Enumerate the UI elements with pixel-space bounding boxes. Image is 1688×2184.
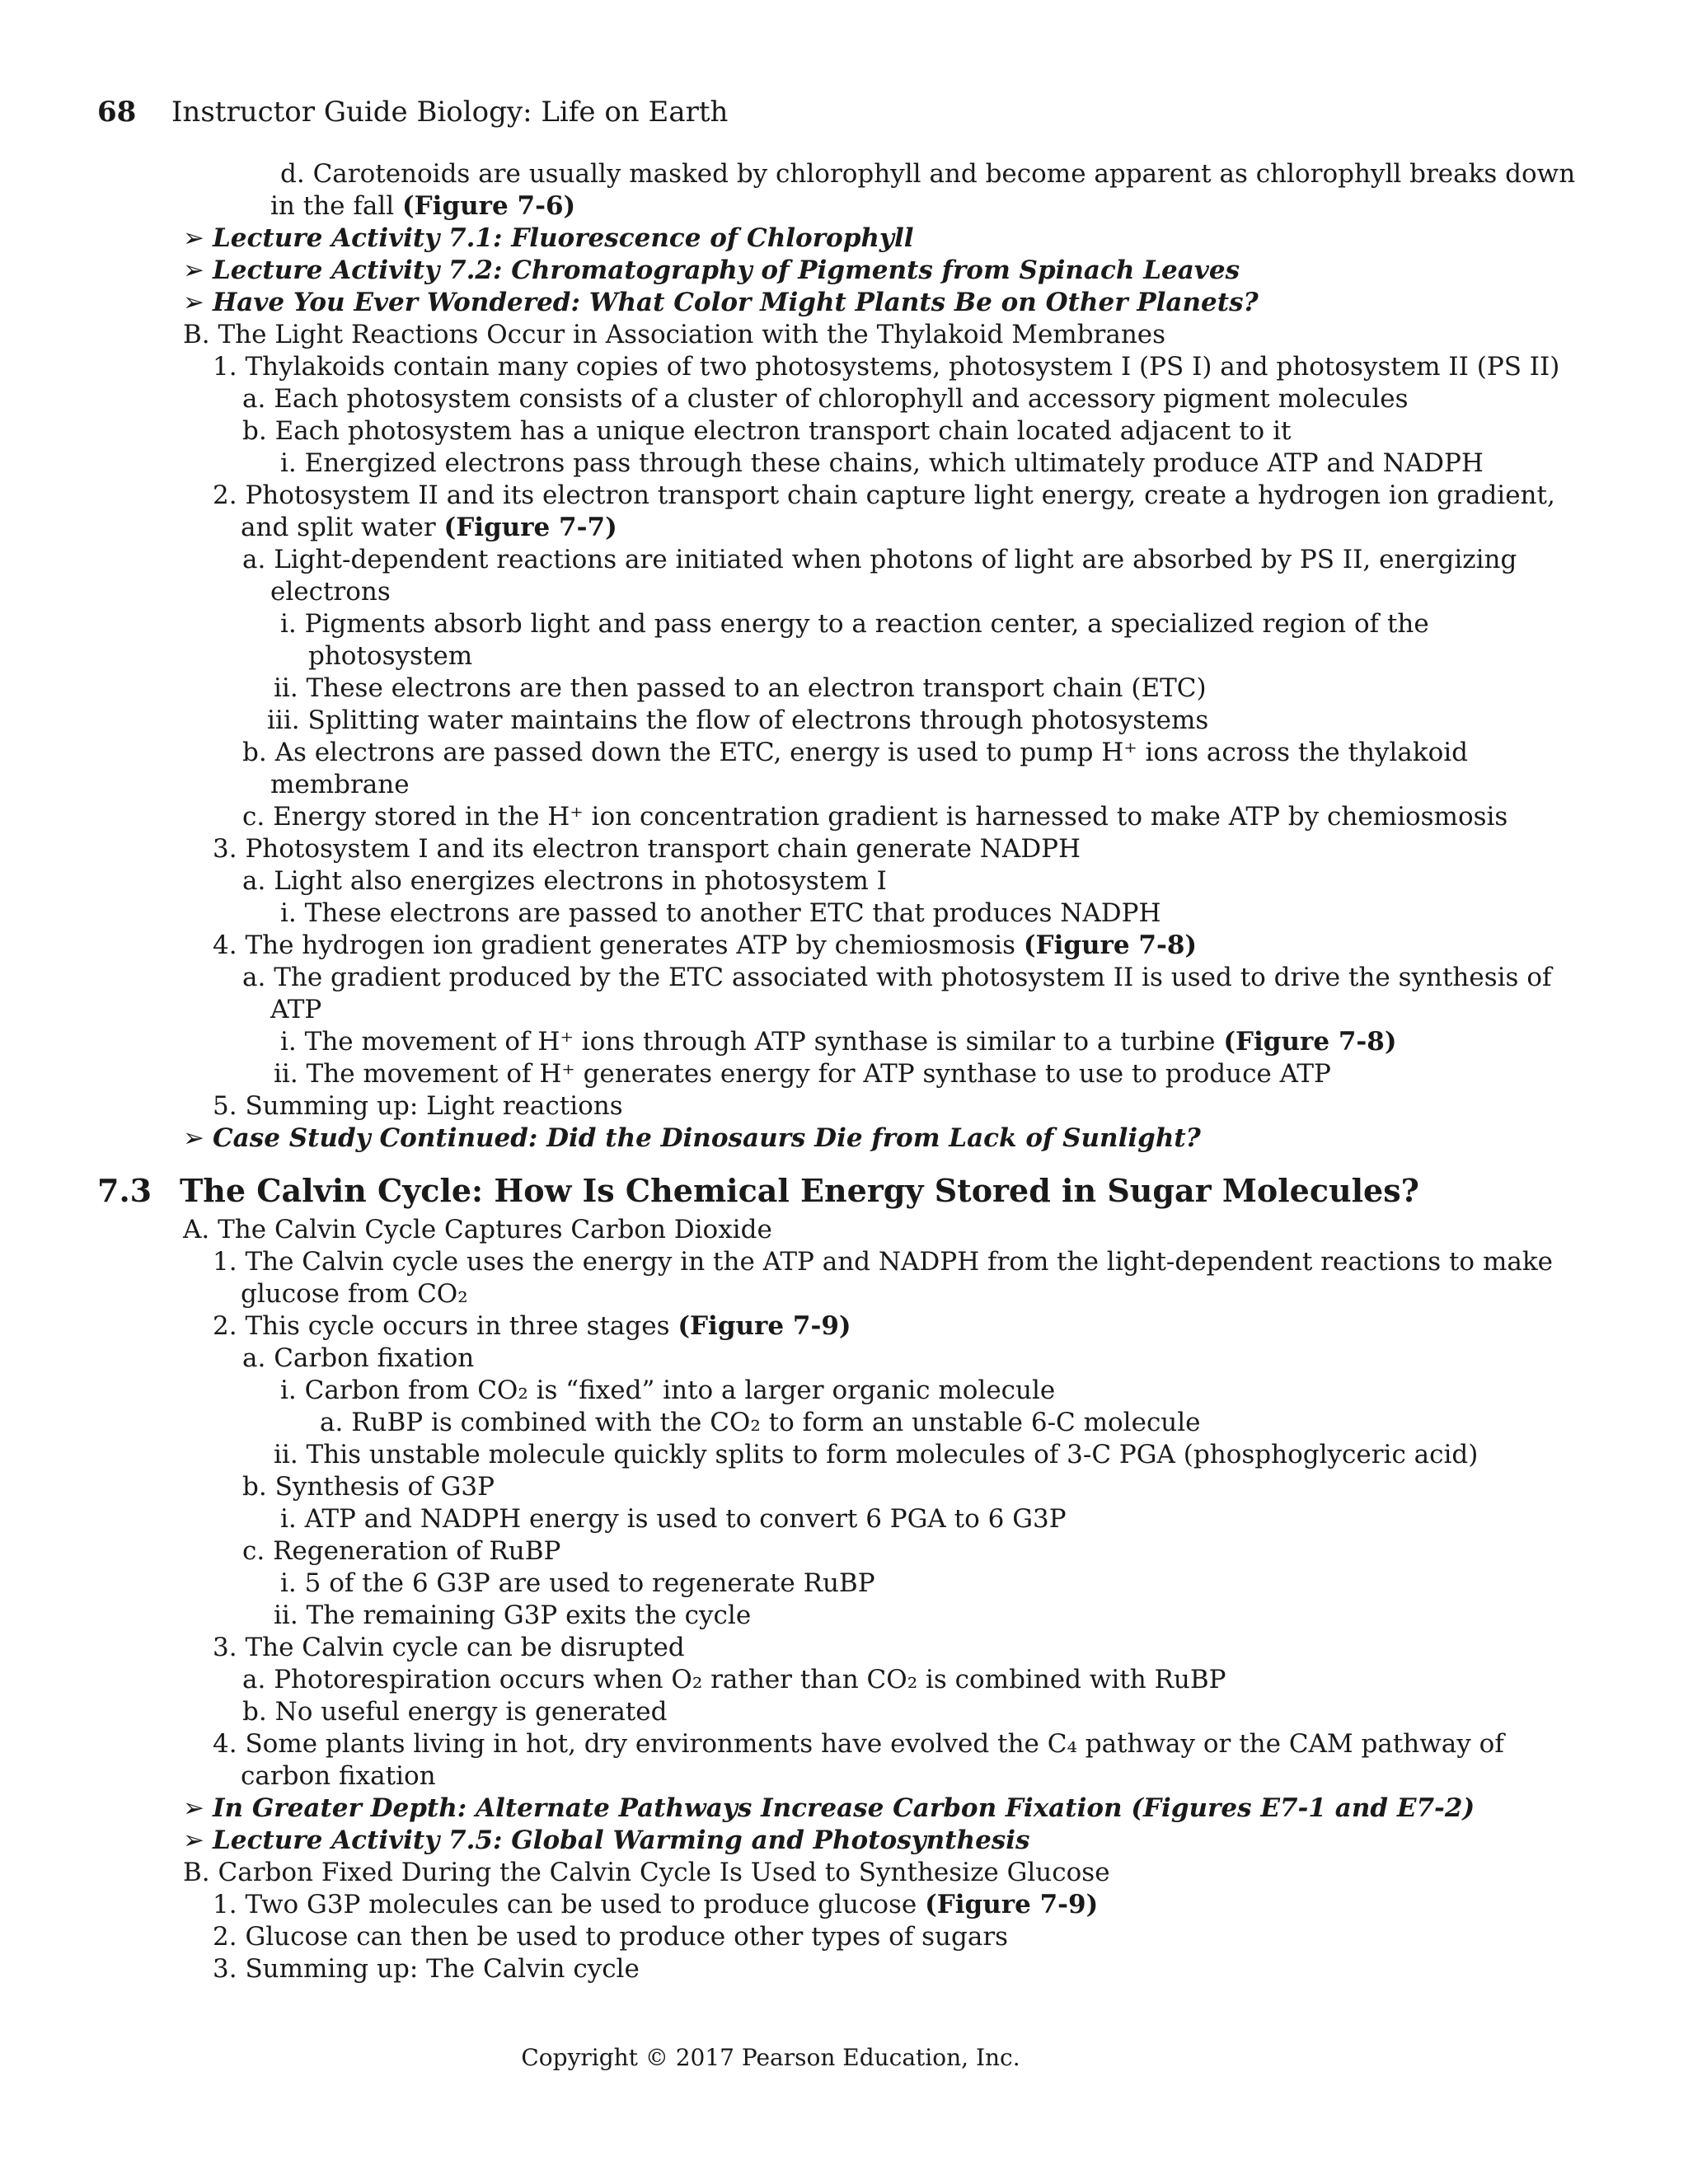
outline-line: membrane <box>270 770 410 799</box>
case-study-link[interactable]: ➢ Case Study Continued: Did the Dinosaurs Die from Lack of Sunlight? <box>183 1123 1201 1153</box>
page-number: 68 <box>97 96 137 129</box>
outline-line: 1. The Calvin cycle uses the energy in the ATP and NADPH from the light-dependent reactions to make <box>213 1247 1553 1277</box>
outline-line: ii. The remaining G3P exits the cycle <box>274 1601 752 1630</box>
outline-line: in the fall (Figure 7-6) <box>270 191 576 221</box>
outline-line: i. These electrons are passed to another ETC that produces NADPH <box>280 898 1161 928</box>
outline-line: a. RuBP is combined with the CO₂ to form an unstable 6-C molecule <box>320 1408 1201 1437</box>
outline-line: i. Energized electrons pass through these chains, which ultimately produce ATP and NADPH <box>280 448 1484 478</box>
section-number: 7.3 <box>97 1172 152 1209</box>
outline-line: i. 5 of the 6 G3P are used to regenerate RuBP <box>280 1568 875 1598</box>
outline-line: i. The movement of H⁺ ions through ATP synthase is similar to a turbine (Figure 7-8) <box>280 1027 1397 1057</box>
outline-line: c. Energy stored in the H⁺ ion concentration gradient is harnessed to make ATP by chemiosmosis <box>242 802 1508 832</box>
outline-line: 2. This cycle occurs in three stages (Figure 7-9) <box>213 1311 851 1341</box>
outline-line: a. Each photosystem consists of a cluster of chlorophyll and accessory pigment molecules <box>242 384 1409 414</box>
arrow-bullet-icon: ➢ <box>183 1123 204 1153</box>
outline-line: b. Each photosystem has a unique electron transport chain located adjacent to it <box>242 416 1292 446</box>
outline-line: and split water (Figure 7-7) <box>241 513 617 542</box>
outline-line: 1. Two G3P molecules can be used to produce glucose (Figure 7-9) <box>213 1890 1099 1919</box>
lecture-activity-link[interactable]: ➢ Lecture Activity 7.2: Chromatography of Pigments from Spinach Leaves <box>183 255 1240 285</box>
outline-line: a. Carbon fixation <box>242 1343 475 1373</box>
in-greater-depth-link[interactable]: ➢ In Greater Depth: Alternate Pathways Increase Carbon Fixation (Figures E7-1 and E7-2) <box>183 1793 1475 1823</box>
outline-line: glucose from CO₂ <box>241 1279 468 1309</box>
outline-line: 5. Summing up: Light reactions <box>213 1091 623 1121</box>
outline-line: i. Carbon from CO₂ is “fixed” into a larger organic molecule <box>280 1376 1056 1405</box>
outline-line: i. ATP and NADPH energy is used to convert 6 PGA to 6 G3P <box>280 1504 1067 1534</box>
arrow-bullet-icon: ➢ <box>183 255 204 285</box>
section-title: The Calvin Cycle: How Is Chemical Energy Stored in Sugar Molecules? <box>180 1172 1419 1209</box>
lecture-activity-link[interactable]: ➢ Lecture Activity 7.1: Fluorescence of Chlorophyll <box>183 223 914 253</box>
outline-line: electrons <box>270 577 391 607</box>
outline-line: 3. Photosystem I and its electron transport chain generate NADPH <box>213 834 1081 864</box>
arrow-bullet-icon: ➢ <box>183 288 204 317</box>
outline-line: ATP <box>270 995 322 1024</box>
outline-line: c. Regeneration of RuBP <box>242 1536 561 1566</box>
outline-line: a. Light also energizes electrons in photosystem I <box>242 866 887 896</box>
outline-line: i. Pigments absorb light and pass energy to a reaction center, a specialized region of the <box>280 609 1429 639</box>
lecture-activity-link[interactable]: ➢ Lecture Activity 7.5: Global Warming and Photosynthesis <box>183 1825 1030 1855</box>
outline-line: 2. Photosystem II and its electron transport chain capture light energy, create a hydrogen ion gradient, <box>213 480 1555 510</box>
feature-link[interactable]: ➢ Have You Ever Wondered: What Color Might Plants Be on Other Planets? <box>183 288 1259 317</box>
outline-line: ii. These electrons are then passed to an electron transport chain (ETC) <box>274 673 1207 703</box>
outline-line: 1. Thylakoids contain many copies of two photosystems, photosystem I (PS I) and photosystem II (PS II) <box>213 352 1560 382</box>
copyright-footer: Copyright © 2017 Pearson Education, Inc. <box>521 2044 1020 2071</box>
outline-line: 3. Summing up: The Calvin cycle <box>213 1954 640 1984</box>
outline-line: d. Carotenoids are usually masked by chlorophyll and become apparent as chlorophyll breaks down <box>280 159 1576 189</box>
outline-line: a. The gradient produced by the ETC associated with photosystem II is used to drive the synthesis of <box>242 963 1552 992</box>
arrow-bullet-icon: ➢ <box>183 1825 204 1855</box>
outline-line: 4. The hydrogen ion gradient generates ATP by chemiosmosis (Figure 7-8) <box>213 930 1198 960</box>
arrow-bullet-icon: ➢ <box>183 1793 204 1823</box>
outline-line: ii. This unstable molecule quickly splits to form molecules of 3-C PGA (phosphoglyceric acid) <box>274 1440 1479 1469</box>
outline-line: b. No useful energy is generated <box>242 1697 668 1727</box>
outline-line: a. Photorespiration occurs when O₂ rather than CO₂ is combined with RuBP <box>242 1665 1226 1694</box>
outline-line: a. Light-dependent reactions are initiated when photons of light are absorbed by PS II, energizing <box>242 545 1517 574</box>
arrow-bullet-icon: ➢ <box>183 223 204 253</box>
outline-line: iii. Splitting water maintains the flow of electrons through photosystems <box>267 705 1209 735</box>
outline-line: b. As electrons are passed down the ETC, energy is used to pump H⁺ ions across the thylakoid <box>242 738 1469 767</box>
outline-line: photosystem <box>308 641 473 671</box>
outline-heading: A. The Calvin Cycle Captures Carbon Dioxide <box>183 1215 772 1244</box>
outline-line: 4. Some plants living in hot, dry environments have evolved the C₄ pathway or the CAM pathway of <box>213 1729 1504 1759</box>
outline-heading: B. Carbon Fixed During the Calvin Cycle Is Used to Synthesize Glucose <box>183 1858 1110 1887</box>
outline-line: 3. The Calvin cycle can be disrupted <box>213 1633 685 1662</box>
outline-line: carbon fixation <box>241 1761 436 1791</box>
outline-line: ii. The movement of H⁺ generates energy for ATP synthase to use to produce ATP <box>274 1059 1331 1089</box>
outline-line: b. Synthesis of G3P <box>242 1472 495 1502</box>
outline-line: 2. Glucose can then be used to produce other types of sugars <box>213 1922 1009 1952</box>
outline-heading: B. The Light Reactions Occur in Association with the Thylakoid Membranes <box>183 320 1166 349</box>
header-title: Instructor Guide Biology: Life on Earth <box>171 96 729 129</box>
